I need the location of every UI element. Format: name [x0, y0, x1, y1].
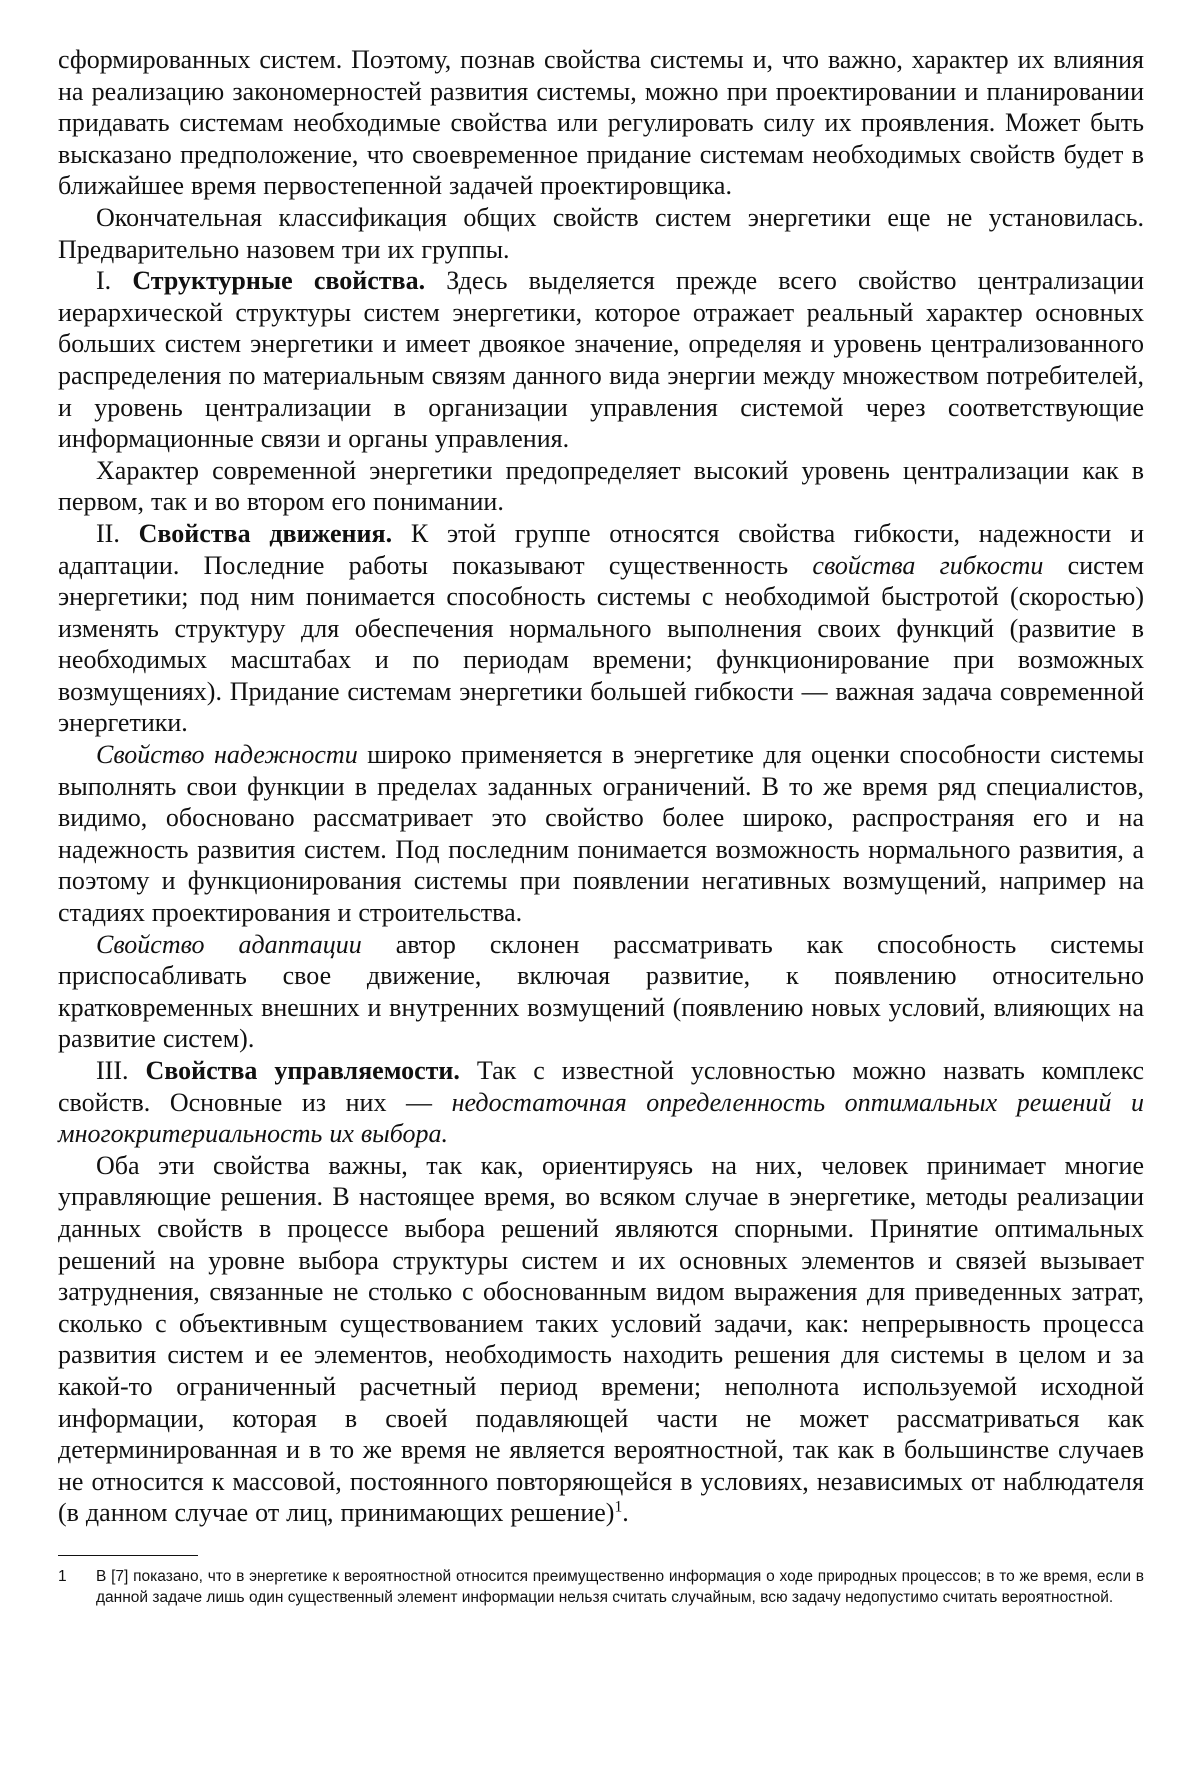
- paragraph-motion-properties: [58, 518, 1144, 739]
- paragraph-text: сформированных систем. Поэтому, познав свойства системы и, что важно, характер их влияния на реализацию закономерностей развития системы, можно при проектировании и планировании придавать системам необходимые свойства или регулировать силу их проявления. Может быть высказано предположение, что своевременное придание системам необходимых свойств будет в ближайшее время первостепенной задачей проектировщика.: [58, 45, 1144, 201]
- paragraph-controllability-properties: [58, 1055, 1144, 1150]
- paragraph: [58, 1150, 1144, 1529]
- paragraph-text: Так с известной условностью можно назвать комплекс свойств. Основные из них —: [58, 1056, 1145, 1117]
- section-number: I.: [96, 266, 112, 296]
- paragraph: [58, 455, 1144, 518]
- paragraph-adaptation: [58, 929, 1144, 1055]
- italic-term: Свойство адаптации: [96, 929, 362, 959]
- section-title: Структурные свойства.: [132, 266, 426, 296]
- section-title: Свойства управляемости.: [145, 1056, 460, 1085]
- paragraph-text: Оба эти свойства важны, так как, ориентируясь на них, человек принимает многие управляющие решения. В настоящее время, во всяком случае в энергетике, методы реализации данных свойств в процессе выбора решений являются спорными. Принятие оптимальных решений на уровне выбора структуры систем и их основных элементов и связей вызывает затруднения, связанные не столько с обоснованным видом выражения для приведенных затрат, сколько с объективным существованием таких условий задачи, как: непрерывность процесса развития систем и ее элементов, необходимость находить решения для системы в целом и за какой-то ограниченный расчетный период времени; неполнота используемой исходной информации, которая в своей подавляющей части не может рассматриваться как детерминированная и в то же время не является вероятностной, так как в большинстве случаев не относится к массовой, постоянного повторяющейся в условиях, независимых от наблюдателя (в данном случае от лиц, принимающих решение): [58, 1150, 1144, 1528]
- footnote: [58, 1566, 1144, 1608]
- footnote-reference[interactable]: 1: [614, 1498, 623, 1516]
- italic-term: Свойство надежности: [96, 740, 358, 770]
- italic-term: свойства гибкости: [812, 550, 1044, 580]
- paragraph-text: Здесь выделяется прежде всего свойство централизации иерархической структуры систем энергетики, которое отражает реальный характер основных больших систем энергетики и имеет двоякое значение, определяя и уровень централизованного распределения по материальным связям данного вида энергии между множеством потребителей, и уровень централизации в организации управления системой через соответствующие информационные связи и органы управления.: [58, 266, 1144, 454]
- paragraph-end: .: [622, 1498, 629, 1528]
- section-number: III.: [96, 1056, 129, 1085]
- paragraph: [58, 202, 1144, 265]
- section-title: Свойства движения.: [138, 518, 393, 548]
- footnote-divider: [58, 1555, 198, 1556]
- footnote-text: В [7] показано, что в энергетике к вероятностной относится преимущественно информация о ходе природных процессов; в то же время, если в данной задаче лишь один существенный элемент информации нельзя считать случайным, всю задачу недопустимо считать вероятностной.: [96, 1567, 1144, 1606]
- paragraph-text: систем энергетики; под ним понимается способность системы с необходимой быстротой (скоростью) изменять структуру для обеспечения нормального выполнения своих функций (развитие в необходимых масштабах и по периодам времени; функционирование при возможных возмущениях). Придание системам энергетики большей гибкости — важная задача современной энергетики.: [58, 550, 1145, 738]
- paragraph-text: широко применяется в энергетике для оценки способности системы выполнять свои функции в пределах заданных ограничений. В то же время ряд специалистов, видимо, обосновано рассматривает это свойство более широко, распространяя его и на надежность развития систем. Под последним понимается возможность нормального развития, а поэтому и функционирования системы при появлении негативных возмущений, например на стадиях проектирования и строительства.: [58, 740, 1144, 928]
- paragraph: [58, 44, 1144, 202]
- paragraph-text: Окончательная классификация общих свойств систем энергетики еще не установилась. Предварительно назовем три их группы.: [58, 202, 1144, 264]
- paragraph-text: К этой группе относятся свойства гибкости, надежности и адаптации. Последние работы показывают существенность: [58, 518, 1145, 580]
- body-text: [58, 44, 1144, 1529]
- paragraph-text: Характер современной энергетики предопределяет высокий уровень централизации как в первом, так и во втором его понимании.: [58, 455, 1144, 517]
- footnote-mark: 1: [58, 1567, 67, 1585]
- paragraph-reliability: [58, 739, 1144, 929]
- section-number: II.: [96, 518, 120, 548]
- paragraph-text: автор склонен рассматривать как способность системы приспосабливать свое движение, включая развитие, к появлению относительно кратковременных внешних и внутренних возмущений (появлению новых условий, влияющих на развитие систем).: [58, 929, 1145, 1054]
- italic-term: недостаточная определенность оптимальных решений и многокритериальность их выбора.: [58, 1087, 1144, 1149]
- paragraph-structural-properties: [58, 265, 1144, 455]
